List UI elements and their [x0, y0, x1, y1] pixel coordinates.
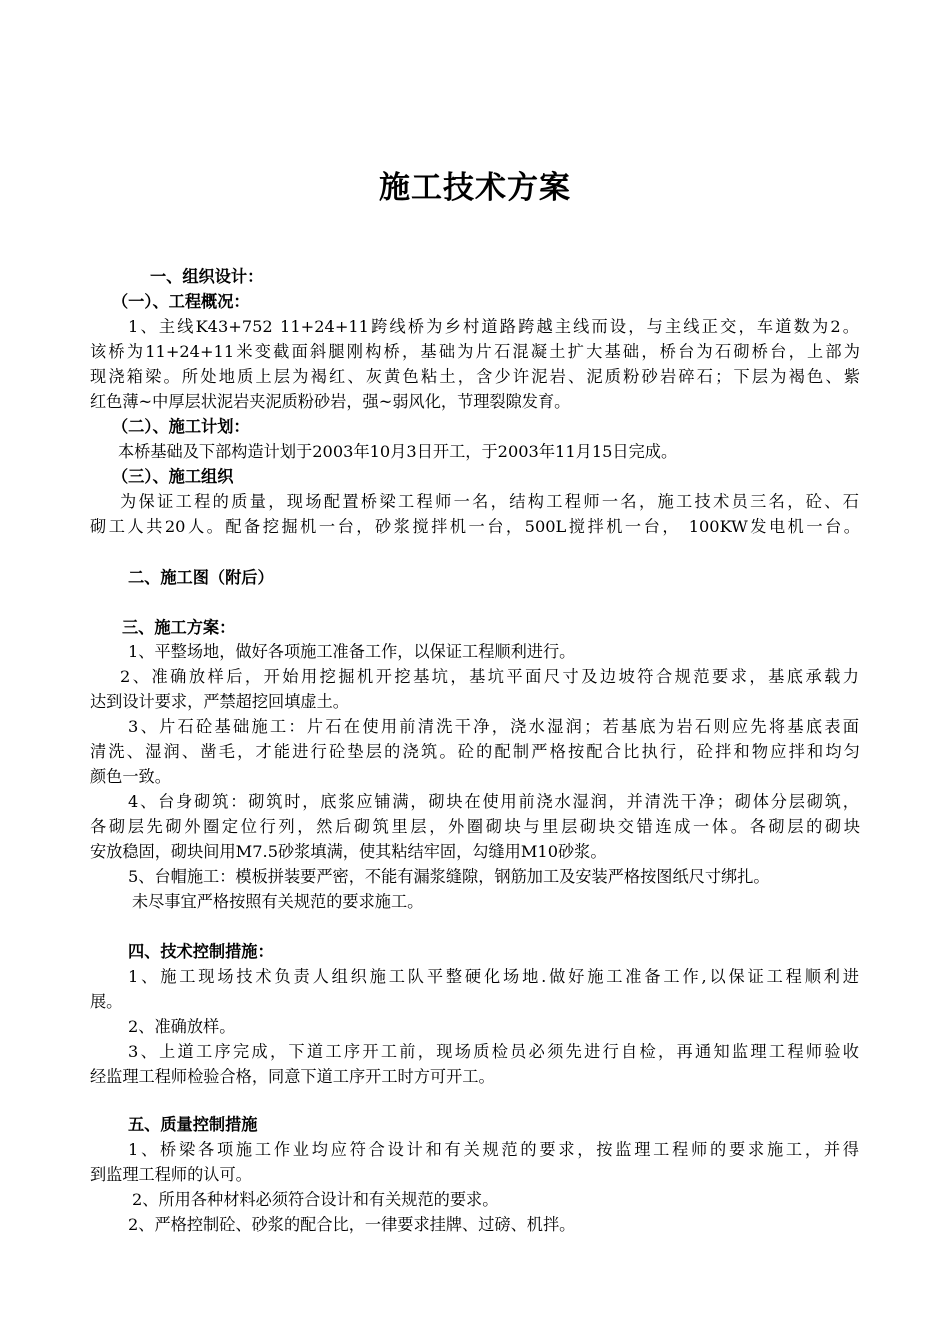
- section-heading-organization: 一、组织设计：: [150, 267, 264, 286]
- paragraph-line: 2、准确放样后，开始用挖掘机开挖基坑，基坑平面尺寸及边坡符合规范要求，基底承载力: [120, 667, 859, 686]
- paragraph-line: 清洗、湿润、凿毛，才能进行砼垫层的浇筑。砼的配制严格按配合比执行，砼拌和物应拌和均匀: [90, 742, 860, 761]
- subsection-heading-organization: （三）、施工组织: [112, 467, 234, 486]
- section-heading-quality-control: 五、质量控制措施: [128, 1115, 258, 1134]
- paragraph-line: 各砌层先砌外圈定位行列，然后砌筑里层，外圈砌块与里层砌块交错连成一体。各砌层的砌块: [90, 817, 860, 836]
- paragraph-line: 1、主线K43+752 11+24+11跨线桥为乡村道路跨越主线而设，与主线正交，车道数为2。: [128, 317, 859, 336]
- paragraph-line: 经监理工程师检验合格，同意下道工序开工时方可开工。: [90, 1067, 495, 1086]
- paragraph-line: 颜色一致。: [90, 767, 171, 786]
- paragraph-line: 为保证工程的质量，现场配置桥梁工程师一名，结构工程师一名，施工技术员三名，砼、石: [120, 492, 859, 511]
- paragraph-line: 红色薄~中厚层状泥岩夹泥质粉砂岩，强~弱风化，节理裂隙发育。: [90, 392, 571, 411]
- section-heading-technical-control: 四、技术控制措施：: [128, 942, 274, 961]
- subsection-heading-overview: （一）、工程概况：: [112, 292, 250, 311]
- subsection-heading-plan: （二）、施工计划：: [112, 417, 250, 436]
- paragraph-line: 2、准确放样。: [128, 1017, 236, 1036]
- paragraph-line: 安放稳固，砌块间用M7.5砂浆填满，使其粘结牢固，勾缝用M10砂浆。: [90, 842, 607, 861]
- paragraph-line: 3、上道工序完成，下道工序开工前，现场质检员必须先进行自检，再通知监理工程师验收: [128, 1042, 859, 1061]
- paragraph-line: 1、桥梁各项施工作业均应符合设计和有关规范的要求，按监理工程师的要求施工，并得: [128, 1140, 859, 1159]
- paragraph-line: 展。: [90, 992, 123, 1011]
- paragraph-line: 本桥基础及下部构造计划于2003年10月3日开工，于2003年11月15日完成。: [118, 442, 678, 461]
- paragraph-line: 2、所用各种材料必须符合设计和有关规范的要求。: [132, 1190, 499, 1209]
- paragraph-line: 该桥为11+24+11米变截面斜腿刚构桥，基础为片石混凝土扩大基础，桥台为石砌桥台，上部为: [90, 342, 860, 361]
- paragraph-line: 1、施工现场技术负责人组织施工队平整硬化场地.做好施工准备工作,以保证工程顺利进: [128, 967, 859, 986]
- paragraph-line: 到监理工程师的认可。: [90, 1165, 252, 1184]
- paragraph-line: 3、片石砼基础施工：片石在使用前清洗干净，浇水湿润；若基底为岩石则应先将基底表面: [128, 717, 859, 736]
- paragraph-line: 砌工人共20人。配备挖掘机一台，砂浆搅拌机一台，500L搅拌机一台， 100KW发电机一台。: [90, 517, 860, 536]
- paragraph-line: 现浇箱梁。所处地质上层为褐红、灰黄色粘土，含少许泥岩、泥质粉砂岩碎石；下层为褐色、紫: [90, 367, 860, 386]
- paragraph-line: 4、台身砌筑：砌筑时，底浆应铺满，砌块在使用前浇水湿润，并清洗干净；砌体分层砌筑，: [128, 792, 859, 811]
- page-title: 施工技术方案: [379, 170, 571, 206]
- paragraph-line: 达到设计要求，严禁超挖回填虚土。: [90, 692, 349, 711]
- section-heading-plan: 三、施工方案：: [122, 618, 236, 637]
- paragraph-line: 未尽事宜严格按照有关规范的要求施工。: [132, 892, 424, 911]
- section-heading-drawings: 二、施工图（附后）: [128, 568, 274, 587]
- paragraph-line: 1、平整场地，做好各项施工准备工作，以保证工程顺利进行。: [128, 642, 576, 661]
- paragraph-line: 5、台帽施工：模板拼装要严密，不能有漏浆缝隙，钢筋加工及安装严格按图纸尺寸绑扎。: [128, 867, 770, 886]
- paragraph-line: 2、严格控制砼、砂浆的配合比，一律要求挂牌、过磅、机拌。: [128, 1215, 576, 1234]
